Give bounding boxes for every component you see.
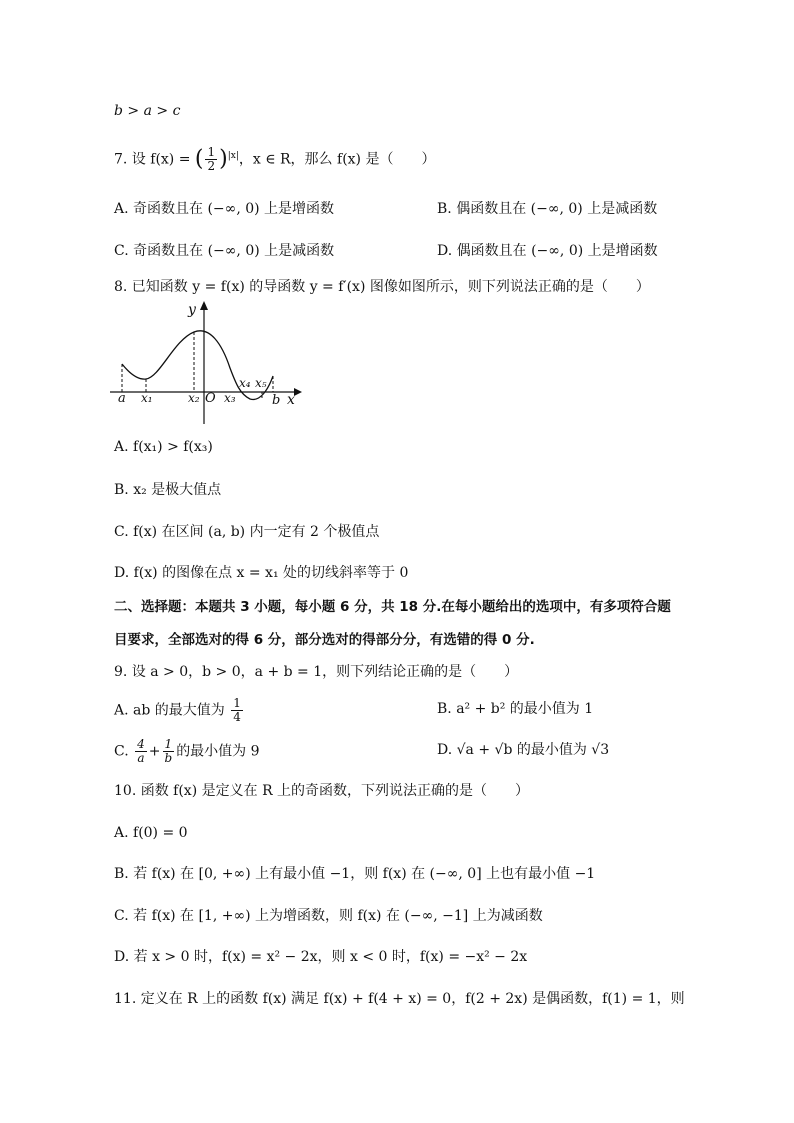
question-9-stem: 9. 设 a > 0，b > 0，a + b = 1，则下列结论正确的是（ ） bbox=[114, 664, 519, 680]
derivative-graph bbox=[110, 298, 310, 428]
question-8-stem: 8. 已知函数 y = f(x) 的导函数 y = f′(x) 图像如图所示，则下列说法正确的是（ ） bbox=[114, 279, 650, 295]
question-7-exponent: |x| bbox=[227, 151, 239, 161]
x1-label: x₁ bbox=[141, 391, 153, 405]
section-2-heading-line-1: 二、选择题：本题共 3 小题，每小题 6 分，共 18 分.在每小题给出的选项中，有多项符合题 bbox=[114, 599, 671, 615]
question-8-option-b: B. x₂ 是极大值点 bbox=[114, 482, 222, 498]
question-9-option-a-text: A. ab 的最大值为 bbox=[114, 702, 225, 719]
y-label: y bbox=[188, 302, 196, 318]
x2-label: x₂ bbox=[188, 391, 200, 405]
question-7-option-c: C. 奇函数且在 (−∞, 0) 上是减函数 bbox=[114, 243, 335, 259]
question-9-option-a-fraction: $\frac{1}{4}$ bbox=[233, 696, 241, 724]
question-7-base: $\frac{1}{2}$ bbox=[207, 145, 216, 174]
a-label: a bbox=[118, 391, 126, 406]
question-10-option-c: C. 若 f(x) 在 [1, +∞) 上为增函数，则 f(x) 在 (−∞, −1] 上为减函数 bbox=[114, 908, 543, 924]
question-8-option-c: C. f(x) 在区间 (a, b) 内一定有 2 个极值点 bbox=[114, 524, 380, 540]
question-7-option-a: A. 奇函数且在 (−∞, 0) 上是增函数 bbox=[114, 201, 335, 217]
question-9-option-c-fraction-1: $\frac{4}{a}$ bbox=[137, 737, 145, 765]
question-9-option-c bbox=[114, 738, 260, 765]
question-10-option-d: D. 若 x > 0 时，f(x) = x² − 2x，则 x < 0 时，f(x) = −x² − 2x bbox=[114, 949, 528, 965]
question-9-option-c-letter: C. bbox=[114, 743, 129, 760]
origin-label: O bbox=[205, 391, 216, 406]
question-9-option-c-text: 的最小值为 9 bbox=[176, 743, 260, 760]
question-7-stem-b: ，x ∈ R，那么 f(x) 是（ ） bbox=[238, 151, 436, 168]
section-2-heading-line-2: 目要求，全部选对的得 6 分，部分选对的得部分分，有选错的得 0 分. bbox=[114, 632, 535, 648]
question-8-option-d: D. f(x) 的图像在点 x = x₁ 处的切线斜率等于 0 bbox=[114, 565, 409, 581]
question-7: 7. 设 f(x) = ( $\frac{1}{2}$ )$^{|x|}$，x ∈ R，那么 f(x) 是（ ） bbox=[114, 145, 436, 174]
question-7-stem-a: 7. 设 f(x) = bbox=[114, 151, 195, 168]
question-9-option-a bbox=[114, 697, 245, 724]
question-8-option-a: A. f(x₁) > f(x₃) bbox=[114, 439, 213, 455]
x3-label: x₃ bbox=[224, 391, 236, 405]
x4-label: x₄ bbox=[239, 376, 251, 390]
question-9-option-b: B. a² + b² 的最小值为 1 bbox=[437, 701, 594, 717]
x-label: x bbox=[287, 392, 295, 408]
question-9-option-c-plus: + bbox=[148, 743, 161, 760]
b-label: b bbox=[272, 393, 281, 408]
x5-label: x₅ bbox=[255, 376, 267, 390]
question-7-option-b: B. 偶函数且在 (−∞, 0) 上是减函数 bbox=[437, 201, 658, 217]
question-10-stem: 10. 函数 f(x) 是定义在 R 上的奇函数，下列说法正确的是（ ） bbox=[114, 783, 530, 799]
question-9-option-c-fraction-2: $\frac{1}{b}$ bbox=[164, 737, 173, 765]
question-7-option-d: D. 偶函数且在 (−∞, 0) 上是增函数 bbox=[437, 243, 658, 259]
y-axis-arrow bbox=[200, 301, 208, 310]
question-10-option-a: A. f(0) = 0 bbox=[114, 825, 188, 841]
question-10-option-b: B. 若 f(x) 在 [0, +∞) 上有最小值 −1，则 f(x) 在 (−∞, 0] 上也有最小值 −1 bbox=[114, 866, 596, 882]
question-11-stem: 11. 定义在 R 上的函数 f(x) 满足 f(x) + f(4 + x) = 0，f(2 + 2x) 是偶函数，f(1) = 1，则 bbox=[114, 991, 685, 1007]
prev-answer-line: b > a > c bbox=[114, 103, 181, 119]
question-9-option-d: D. √a + √b 的最小值为 √3 bbox=[437, 742, 610, 758]
x-axis-arrow bbox=[294, 388, 302, 396]
